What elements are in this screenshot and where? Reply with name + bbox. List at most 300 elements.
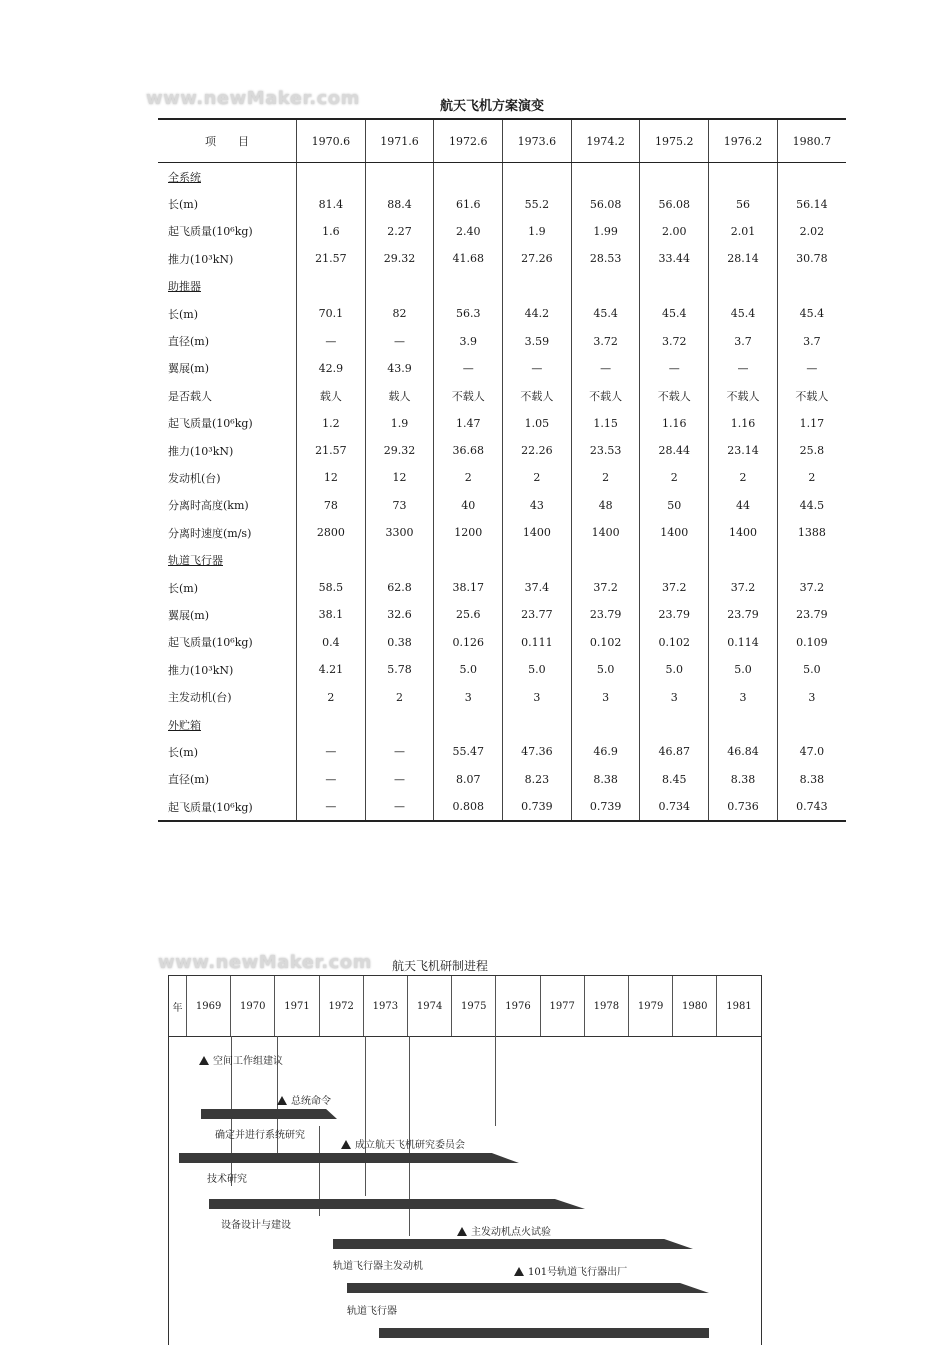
cell-value: 0.102 — [571, 629, 640, 656]
cell-value: 1.6 — [297, 218, 366, 245]
cell-value: 4.21 — [297, 656, 366, 683]
cell-value: 5.0 — [777, 656, 846, 683]
cell-value: 1200 — [434, 519, 503, 546]
cell-value: 3 — [640, 683, 709, 710]
cell-value: 0.4 — [297, 629, 366, 656]
cell-value: 0.126 — [434, 629, 503, 656]
row-label: 轨道飞行器 — [168, 554, 223, 568]
milestone-label: 空间工作组建议 — [213, 1056, 283, 1067]
cell-value: 3.72 — [640, 327, 709, 354]
cell-value: 8.38 — [777, 766, 846, 793]
cell-value: 61.6 — [434, 190, 503, 217]
year-cell: 1979 — [628, 976, 672, 1036]
year-cell: 1972 — [319, 976, 363, 1036]
table-row — [158, 601, 846, 628]
cell-value: 44.5 — [777, 492, 846, 519]
cell-value: 不载人 — [640, 382, 709, 409]
header-year: 1975.2 — [640, 119, 709, 163]
row-label: 起飞质量(10⁶kg) — [168, 800, 253, 814]
cell-value: 1.16 — [640, 410, 709, 437]
cell-value: 46.84 — [709, 738, 778, 765]
cell-value: 38.1 — [297, 601, 366, 628]
table-row — [158, 629, 846, 656]
header-year: 1976.2 — [709, 119, 778, 163]
cell-value — [297, 163, 366, 191]
cell-value: 44.2 — [503, 300, 572, 327]
milestone-triangle-icon — [341, 1140, 351, 1149]
milestone-label: 成立航天飞机研究委员会 — [355, 1140, 465, 1151]
cell-value: 3.9 — [434, 327, 503, 354]
cell-value: 0.109 — [777, 629, 846, 656]
cell-value: — — [365, 766, 434, 793]
phase-label: 确定并进行系统研究 — [215, 1130, 305, 1141]
cell-value: 1.16 — [709, 410, 778, 437]
row-label: 分离时高度(km) — [168, 499, 249, 513]
cell-value: — — [503, 355, 572, 382]
cell-value: 0.739 — [571, 793, 640, 821]
cell-value: 47.36 — [503, 738, 572, 765]
row-label: 起飞质量(10⁶kg) — [168, 225, 253, 239]
cell-value: 不载人 — [777, 382, 846, 409]
cell-value: 1.47 — [434, 410, 503, 437]
watermark-bottom: www.newMaker.com — [158, 952, 372, 973]
cell-value: 2 — [365, 683, 434, 710]
guide-line — [365, 1036, 366, 1196]
cell-value — [709, 711, 778, 738]
cell-value: — — [365, 738, 434, 765]
milestone-event — [199, 1052, 283, 1067]
header-year: 1980.7 — [777, 119, 846, 163]
cell-value: 3.59 — [503, 327, 572, 354]
cell-value — [434, 711, 503, 738]
cell-value: 1400 — [571, 519, 640, 546]
guide-line — [495, 1036, 496, 1126]
cell-value: 3 — [434, 683, 503, 710]
cell-value: 0.111 — [503, 629, 572, 656]
cell-value: 0.736 — [709, 793, 778, 821]
header-year: 1971.6 — [365, 119, 434, 163]
cell-value: 2 — [503, 464, 572, 491]
cell-value: 38.17 — [434, 574, 503, 601]
cell-value: 48 — [571, 492, 640, 519]
cell-value: 0.734 — [640, 793, 709, 821]
row-label: 主发动机(台) — [168, 691, 232, 705]
year-cell: 1977 — [540, 976, 584, 1036]
cell-value: 0.114 — [709, 629, 778, 656]
cell-value: 1.9 — [503, 218, 572, 245]
cell-value: 1.2 — [297, 410, 366, 437]
year-cell: 1981 — [716, 976, 760, 1036]
cell-value: — — [297, 738, 366, 765]
cell-value — [640, 273, 709, 300]
milestone-event — [341, 1136, 465, 1151]
cell-value: 2 — [297, 683, 366, 710]
table-row — [158, 519, 846, 546]
milestone-label: 101号轨道飞行器出厂 — [528, 1267, 628, 1278]
cell-value: 载人 — [297, 382, 366, 409]
watermark-top: www.newMaker.com — [146, 88, 360, 109]
row-label: 外贮箱 — [168, 718, 201, 732]
cell-value: 2 — [709, 464, 778, 491]
cell-value: 1388 — [777, 519, 846, 546]
table-row — [158, 766, 846, 793]
development-timeline — [168, 975, 762, 1345]
cell-value — [365, 273, 434, 300]
table-row — [158, 793, 846, 821]
cell-value: 2 — [434, 464, 503, 491]
cell-value — [297, 546, 366, 573]
cell-value — [503, 163, 572, 191]
year-header-row — [169, 976, 761, 1037]
milestone-event — [514, 1263, 627, 1278]
cell-value: 不载人 — [709, 382, 778, 409]
table-row — [158, 382, 846, 409]
cell-value: — — [709, 355, 778, 382]
cell-value — [640, 163, 709, 191]
year-cell: 1976 — [495, 976, 539, 1036]
cell-value — [434, 163, 503, 191]
cell-value: 46.87 — [640, 738, 709, 765]
table-row — [158, 327, 846, 354]
row-label: 翼展(m) — [168, 362, 210, 376]
cell-value — [365, 711, 434, 738]
cell-value: 23.53 — [571, 437, 640, 464]
cell-value: 70.1 — [297, 300, 366, 327]
cell-value: 45.4 — [640, 300, 709, 327]
year-cell: 1970 — [230, 976, 274, 1036]
cell-value: 8.23 — [503, 766, 572, 793]
cell-value: 32.6 — [365, 601, 434, 628]
cell-value: 1.15 — [571, 410, 640, 437]
cell-value — [777, 546, 846, 573]
cell-value: 41.68 — [434, 245, 503, 272]
year-cell: 1971 — [274, 976, 318, 1036]
milestone-triangle-icon — [199, 1056, 209, 1065]
table-row — [158, 437, 846, 464]
cell-value: 55.2 — [503, 190, 572, 217]
cell-value: 55.47 — [434, 738, 503, 765]
cell-value: 2 — [640, 464, 709, 491]
cell-value: 56.14 — [777, 190, 846, 217]
cell-value — [297, 711, 366, 738]
row-label: 长(m) — [168, 581, 199, 595]
cell-value: 43 — [503, 492, 572, 519]
table-section-row — [158, 711, 846, 738]
phase-bar — [209, 1199, 585, 1209]
cell-value: 23.77 — [503, 601, 572, 628]
table-row — [158, 410, 846, 437]
cell-value: 3.7 — [709, 327, 778, 354]
year-cell: 1974 — [407, 976, 451, 1036]
cell-value: 37.2 — [640, 574, 709, 601]
cell-value: — — [777, 355, 846, 382]
header-item: 项 目 — [158, 119, 297, 163]
cell-value — [571, 163, 640, 191]
row-label: 推力(10³kN) — [168, 252, 234, 266]
table-row — [158, 464, 846, 491]
cell-value — [571, 546, 640, 573]
cell-value — [365, 163, 434, 191]
cell-value: 8.38 — [709, 766, 778, 793]
row-label: 全系统 — [168, 170, 201, 184]
cell-value: 28.53 — [571, 245, 640, 272]
cell-value: 5.78 — [365, 656, 434, 683]
cell-value — [777, 163, 846, 191]
phase-bar — [201, 1109, 337, 1119]
milestone-triangle-icon — [514, 1267, 524, 1276]
cell-value: 30.78 — [777, 245, 846, 272]
cell-value: 23.79 — [777, 601, 846, 628]
cell-value: — — [297, 327, 366, 354]
cell-value: 5.0 — [571, 656, 640, 683]
cell-value: 8.07 — [434, 766, 503, 793]
cell-value: 42.9 — [297, 355, 366, 382]
phase-label: 技术研究 — [207, 1174, 247, 1185]
row-label: 直径(m) — [168, 335, 210, 349]
cell-value: 45.4 — [777, 300, 846, 327]
row-label: 长(m) — [168, 745, 199, 759]
table-section-row — [158, 163, 846, 191]
cell-value: 56.08 — [640, 190, 709, 217]
table-row — [158, 190, 846, 217]
cell-value: 58.5 — [297, 574, 366, 601]
cell-value: 12 — [297, 464, 366, 491]
row-label: 是否载人 — [168, 389, 212, 403]
cell-value — [709, 163, 778, 191]
cell-value: 22.26 — [503, 437, 572, 464]
cell-value: 1.05 — [503, 410, 572, 437]
cell-value: 21.57 — [297, 437, 366, 464]
table-body — [158, 163, 846, 822]
cell-value: 1400 — [709, 519, 778, 546]
table-row — [158, 492, 846, 519]
cell-value — [709, 273, 778, 300]
cell-value: 23.14 — [709, 437, 778, 464]
row-label: 分离时速度(m/s) — [168, 526, 252, 540]
header-year: 1972.6 — [434, 119, 503, 163]
timeline-title: 航天飞机研制进程 — [392, 959, 489, 973]
cell-value — [709, 546, 778, 573]
cell-value: 29.32 — [365, 437, 434, 464]
cell-value — [777, 273, 846, 300]
cell-value: 3 — [777, 683, 846, 710]
cell-value: 23.79 — [709, 601, 778, 628]
cell-value: — — [297, 793, 366, 821]
cell-value: 56.3 — [434, 300, 503, 327]
cell-value: 2.40 — [434, 218, 503, 245]
cell-value: — — [571, 355, 640, 382]
cell-value: 1.17 — [777, 410, 846, 437]
table-row — [158, 218, 846, 245]
year-cell: 1975 — [451, 976, 495, 1036]
cell-value: 8.38 — [571, 766, 640, 793]
cell-value: 45.4 — [709, 300, 778, 327]
cell-value: 62.8 — [365, 574, 434, 601]
cell-value — [365, 546, 434, 573]
cell-value: 23.79 — [640, 601, 709, 628]
cell-value: 12 — [365, 464, 434, 491]
cell-value: 不载人 — [434, 382, 503, 409]
cell-value: 82 — [365, 300, 434, 327]
cell-value: 73 — [365, 492, 434, 519]
cell-value: 25.6 — [434, 601, 503, 628]
cell-value: 2.27 — [365, 218, 434, 245]
row-label: 长(m) — [168, 198, 199, 212]
cell-value: 3300 — [365, 519, 434, 546]
cell-value: 28.44 — [640, 437, 709, 464]
cell-value: 载人 — [365, 382, 434, 409]
header-year: 1970.6 — [297, 119, 366, 163]
table-title: 航天飞机方案演变 — [440, 99, 545, 114]
phase-bar — [347, 1283, 709, 1293]
row-label: 推力(10³kN) — [168, 663, 234, 677]
table-row — [158, 656, 846, 683]
cell-value: 3 — [503, 683, 572, 710]
table-header-row — [158, 119, 846, 163]
cell-value — [640, 546, 709, 573]
cell-value: — — [297, 766, 366, 793]
cell-value: 37.2 — [777, 574, 846, 601]
cell-value: 0.739 — [503, 793, 572, 821]
cell-value: 40 — [434, 492, 503, 519]
cell-value: 2 — [571, 464, 640, 491]
cell-value: 3 — [571, 683, 640, 710]
scheme-evolution-table — [158, 118, 846, 822]
cell-value: 5.0 — [709, 656, 778, 683]
cell-value: 47.0 — [777, 738, 846, 765]
cell-value — [571, 273, 640, 300]
cell-value: 23.79 — [571, 601, 640, 628]
table-row — [158, 574, 846, 601]
cell-value: 5.0 — [503, 656, 572, 683]
cell-value: 8.45 — [640, 766, 709, 793]
year-cell: 1973 — [363, 976, 407, 1036]
milestone-event — [277, 1092, 331, 1107]
cell-value: 28.14 — [709, 245, 778, 272]
cell-value: 37.2 — [571, 574, 640, 601]
cell-value: 56.08 — [571, 190, 640, 217]
cell-value — [640, 711, 709, 738]
cell-value: 0.38 — [365, 629, 434, 656]
table-row — [158, 300, 846, 327]
cell-value: 45.4 — [571, 300, 640, 327]
cell-value: — — [434, 355, 503, 382]
phase-label: 轨道飞行器 — [347, 1306, 397, 1317]
cell-value: 43.9 — [365, 355, 434, 382]
cell-value — [503, 711, 572, 738]
table-section-row — [158, 546, 846, 573]
cell-value: 88.4 — [365, 190, 434, 217]
milestone-triangle-icon — [277, 1096, 287, 1105]
cell-value: 56 — [709, 190, 778, 217]
phase-label: 设备设计与建设 — [221, 1220, 291, 1231]
cell-value: 2.00 — [640, 218, 709, 245]
cell-value: 81.4 — [297, 190, 366, 217]
row-label: 起飞质量(10⁶kg) — [168, 417, 253, 431]
cell-value: 3.72 — [571, 327, 640, 354]
row-label: 助推器 — [168, 280, 201, 294]
cell-value: 46.9 — [571, 738, 640, 765]
row-label: 推力(10³kN) — [168, 444, 234, 458]
cell-value: 44 — [709, 492, 778, 519]
cell-value: 50 — [640, 492, 709, 519]
cell-value: — — [640, 355, 709, 382]
milestone-triangle-icon — [457, 1227, 467, 1236]
milestone-event — [457, 1223, 551, 1238]
cell-value: 1400 — [640, 519, 709, 546]
milestone-label: 总统命令 — [291, 1096, 331, 1107]
cell-value: 1400 — [503, 519, 572, 546]
phase-bar — [333, 1239, 693, 1249]
row-label: 直径(m) — [168, 773, 210, 787]
cell-value: 1.9 — [365, 410, 434, 437]
cell-value — [503, 546, 572, 573]
year-cell: 1978 — [584, 976, 628, 1036]
cell-value: 5.0 — [434, 656, 503, 683]
milestone-label: 主发动机点火试验 — [471, 1227, 551, 1238]
cell-value — [297, 273, 366, 300]
cell-value: 2 — [777, 464, 846, 491]
row-label: 发动机(台) — [168, 471, 221, 485]
cell-value — [503, 273, 572, 300]
table-row — [158, 245, 846, 272]
phase-label: 轨道飞行器主发动机 — [333, 1261, 423, 1272]
cell-value: 33.44 — [640, 245, 709, 272]
table-row — [158, 683, 846, 710]
year-cell: 1980 — [672, 976, 716, 1036]
header-year: 1973.6 — [503, 119, 572, 163]
header-year: 1974.2 — [571, 119, 640, 163]
phase-bar — [379, 1328, 709, 1338]
row-label: 起飞质量(10⁶kg) — [168, 636, 253, 650]
table-row — [158, 738, 846, 765]
cell-value — [777, 711, 846, 738]
cell-value: 27.26 — [503, 245, 572, 272]
cell-value: 0.808 — [434, 793, 503, 821]
cell-value: 78 — [297, 492, 366, 519]
cell-value: — — [365, 327, 434, 354]
cell-value: 25.8 — [777, 437, 846, 464]
cell-value: 5.0 — [640, 656, 709, 683]
row-label: 长(m) — [168, 307, 199, 321]
cell-value: 不载人 — [503, 382, 572, 409]
cell-value: 不载人 — [571, 382, 640, 409]
cell-value: 2.01 — [709, 218, 778, 245]
cell-value: 1.99 — [571, 218, 640, 245]
cell-value: 2.02 — [777, 218, 846, 245]
cell-value: 37.2 — [709, 574, 778, 601]
table-section-row — [158, 273, 846, 300]
table-row — [158, 355, 846, 382]
cell-value: 21.57 — [297, 245, 366, 272]
year-cell: 1969 — [186, 976, 230, 1036]
cell-value — [434, 546, 503, 573]
cell-value: 2800 — [297, 519, 366, 546]
cell-value — [434, 273, 503, 300]
phase-bar — [179, 1153, 519, 1163]
year-label: 年 — [172, 1002, 183, 1014]
cell-value: 0.743 — [777, 793, 846, 821]
cell-value — [571, 711, 640, 738]
cell-value: 36.68 — [434, 437, 503, 464]
cell-value: 0.102 — [640, 629, 709, 656]
cell-value: — — [365, 793, 434, 821]
cell-value: 3 — [709, 683, 778, 710]
cell-value: 3.7 — [777, 327, 846, 354]
cell-value: 29.32 — [365, 245, 434, 272]
cell-value: 37.4 — [503, 574, 572, 601]
row-label: 翼展(m) — [168, 608, 210, 622]
